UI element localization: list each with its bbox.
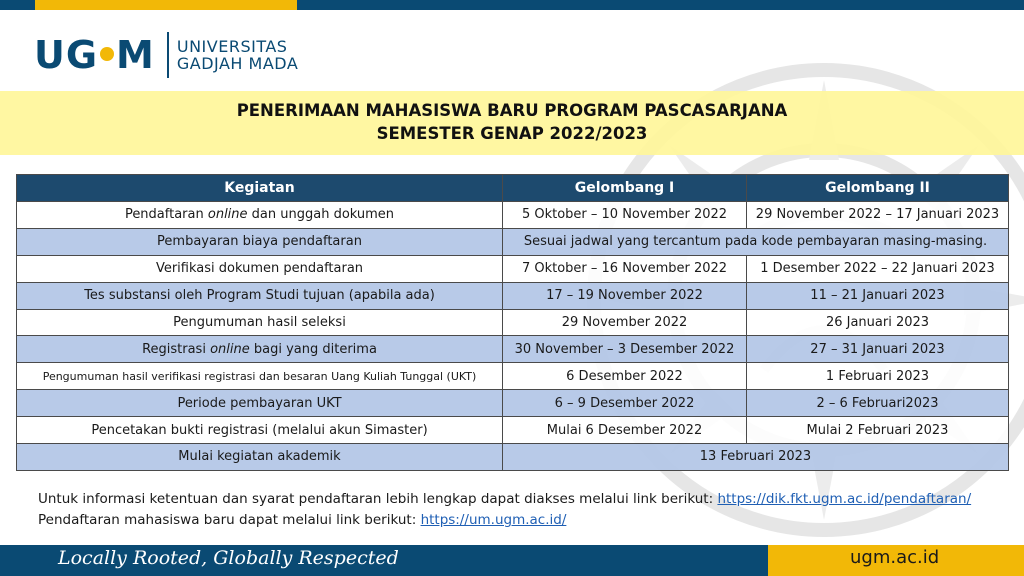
table-row	[17, 282, 1009, 309]
activity-text: Registrasi	[142, 341, 211, 357]
logo-dot-icon	[100, 47, 114, 61]
info-line-2	[38, 510, 971, 531]
footer-slogan: Locally Rooted, Globally Respected	[58, 547, 399, 569]
title-line-2: SEMESTER GENAP 2022/2023	[376, 124, 648, 143]
logo-line-2: GADJAH MADA	[176, 54, 299, 73]
header-kegiatan: Kegiatan	[17, 175, 503, 202]
activity-text: bagi yang diterima	[249, 341, 377, 357]
logo-line-1: UNIVERSITAS	[176, 37, 288, 56]
activity-emphasis: online	[207, 207, 248, 223]
activity-cell: Pengumuman hasil seleksi	[17, 309, 503, 336]
table-row	[17, 309, 1009, 336]
merged-schedule-cell: Sesuai jadwal yang tercantum pada kode pembayaran masing-masing.	[503, 228, 1009, 255]
table-row	[17, 336, 1009, 363]
activity-cell	[17, 336, 503, 363]
gelombang-2-cell: 29 November 2022 – 17 Januari 2023	[747, 202, 1009, 229]
activity-cell: Periode pembayaran UKT	[17, 390, 503, 417]
table-row	[17, 202, 1009, 229]
gelombang-1-cell: Mulai 6 Desember 2022	[503, 417, 747, 444]
activity-text: Pendaftaran	[124, 207, 208, 223]
pendaftaran-info-link[interactable]: https://dik.fkt.ugm.ac.id/pendaftaran/	[717, 491, 972, 507]
table-row	[17, 363, 1009, 390]
table-row	[17, 255, 1009, 282]
activity-cell: Pengumuman hasil verifikasi registrasi dan besaran Uang Kuliah Tunggal (UKT)	[17, 363, 503, 390]
top-bar-accent	[35, 0, 297, 10]
table-row	[17, 444, 1009, 471]
header-gelombang-1: Gelombang I	[503, 175, 747, 202]
activity-cell: Pembayaran biaya pendaftaran	[17, 228, 503, 255]
table-row	[17, 390, 1009, 417]
gelombang-1-cell: 30 November – 3 Desember 2022	[503, 336, 747, 363]
activity-cell: Verifikasi dokumen pendaftaran	[17, 255, 503, 282]
activity-emphasis: online	[210, 341, 250, 357]
info-line-1-text: Untuk informasi ketentuan dan syarat pendaftaran lebih lengkap dapat diakses melalui link berikut:	[38, 491, 718, 507]
activity-cell: Pencetakan bukti registrasi (melalui akun Simaster)	[17, 417, 503, 444]
logo-divider	[167, 32, 169, 78]
gelombang-2-cell: 1 Desember 2022 – 22 Januari 2023	[747, 255, 1009, 282]
schedule-table	[16, 174, 1009, 471]
info-line-1	[38, 489, 971, 510]
logo-mark-right: M	[116, 33, 155, 77]
merged-schedule-cell: 13 Februari 2023	[503, 444, 1009, 471]
gelombang-1-cell: 6 – 9 Desember 2022	[503, 390, 747, 417]
gelombang-2-cell: Mulai 2 Februari 2023	[747, 417, 1009, 444]
gelombang-2-cell: 26 Januari 2023	[747, 309, 1009, 336]
logo-mark-left: UG	[34, 33, 99, 77]
gelombang-2-cell: 2 – 6 Februari2023	[747, 390, 1009, 417]
gelombang-1-cell: 17 – 19 November 2022	[503, 282, 747, 309]
gelombang-2-cell: 27 – 31 Januari 2023	[747, 336, 1009, 363]
gelombang-1-cell: 5 Oktober – 10 November 2022	[503, 202, 747, 229]
activity-cell: Tes substansi oleh Program Studi tujuan (apabila ada)	[17, 282, 503, 309]
logo-text	[177, 38, 298, 72]
gelombang-2-cell: 1 Februari 2023	[747, 363, 1009, 390]
activity-cell	[17, 202, 503, 229]
ugm-logo	[34, 30, 298, 80]
table-row	[17, 417, 1009, 444]
gelombang-1-cell: 7 Oktober – 16 November 2022	[503, 255, 747, 282]
gelombang-1-cell: 29 November 2022	[503, 309, 747, 336]
table-header-row	[17, 175, 1009, 202]
info-line-2-text: Pendaftaran mahasiswa baru dapat melalui link berikut:	[38, 512, 421, 528]
footer-site: ugm.ac.id	[850, 547, 940, 568]
um-ugm-link[interactable]: https://um.ugm.ac.id/	[420, 512, 567, 528]
activity-text: dan unggah dokumen	[247, 207, 395, 223]
page-title	[0, 99, 1024, 145]
header-gelombang-2: Gelombang II	[747, 175, 1009, 202]
table-row	[17, 228, 1009, 255]
gelombang-2-cell: 11 – 21 Januari 2023	[747, 282, 1009, 309]
info-text	[38, 489, 971, 531]
logo-mark	[34, 33, 155, 77]
title-line-1: PENERIMAAN MAHASISWA BARU PROGRAM PASCASARJANA	[236, 101, 788, 120]
activity-cell: Mulai kegiatan akademik	[17, 444, 503, 471]
gelombang-1-cell: 6 Desember 2022	[503, 363, 747, 390]
